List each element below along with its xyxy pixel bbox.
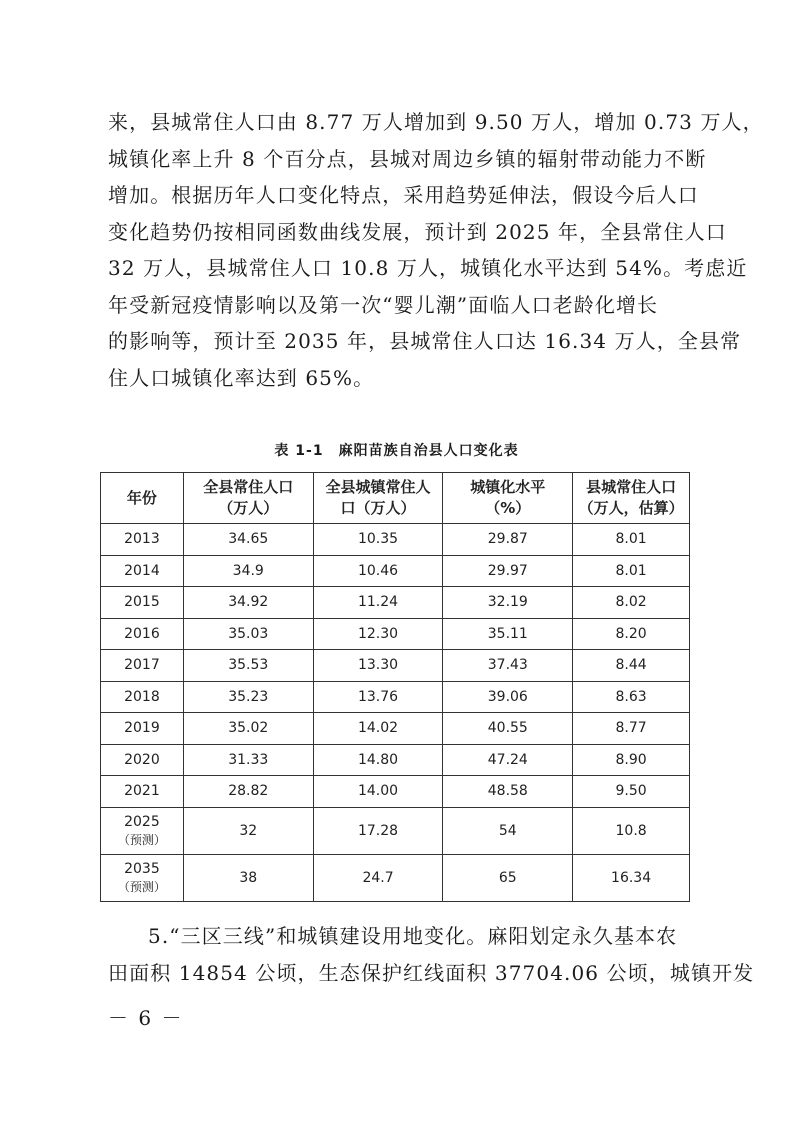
cell-urban-rate: 32.19 [443, 587, 573, 619]
paragraph-line: 城镇化率上升 8 个百分点，县城对周边乡镇的辐射带动能力不断 [108, 146, 707, 171]
paragraph-line: 变化趋势仍按相同函数曲线发展，预计到 2025 年，全县常住人口 [108, 219, 727, 244]
cell-town-pop: 8.63 [573, 681, 690, 713]
cell-county-pop: 34.92 [183, 587, 313, 619]
cell-urban-pop: 11.24 [313, 587, 443, 619]
cell-urban-rate: 35.11 [443, 618, 573, 650]
table-row [101, 587, 690, 619]
cell-county-pop: 28.82 [183, 776, 313, 808]
cell-town-pop: 10.8 [573, 807, 690, 854]
cell-urban-rate: 40.55 [443, 713, 573, 745]
paragraph-line: 田面积 14854 公顷，生态保护红线面积 37704.06 公顷，城镇开发 [108, 960, 755, 985]
cell-urban-pop: 17.28 [313, 807, 443, 854]
table-row [101, 524, 690, 556]
paragraph-line: 住人口城镇化率达到 65%。 [108, 365, 375, 390]
table-row [101, 555, 690, 587]
header-year: 年份 [101, 473, 184, 524]
cell-town-pop: 8.20 [573, 618, 690, 650]
population-table [100, 472, 690, 902]
cell-county-pop: 35.23 [183, 681, 313, 713]
table-row [101, 650, 690, 682]
cell-county-pop: 35.02 [183, 713, 313, 745]
cell-year: 2013 [101, 524, 184, 556]
cell-town-pop: 8.90 [573, 744, 690, 776]
cell-urban-rate: 39.06 [443, 681, 573, 713]
cell-town-pop: 8.44 [573, 650, 690, 682]
paragraph-line: 5.“三区三线”和城镇建设用地变化。麻阳划定永久基本农 [148, 924, 678, 948]
cell-town-pop: 9.50 [573, 776, 690, 808]
body-paragraph-2 [108, 918, 755, 991]
table-row [101, 854, 690, 901]
cell-year: 2025 （预测） [101, 807, 184, 854]
table-row [101, 681, 690, 713]
cell-year: 2014 [101, 555, 184, 587]
cell-year: 2019 [101, 713, 184, 745]
cell-town-pop: 16.34 [573, 854, 690, 901]
cell-year: 2020 [101, 744, 184, 776]
cell-urban-rate: 29.97 [443, 555, 573, 587]
table-caption: 表 1-1 麻阳苗族自治县人口变化表 [274, 443, 519, 459]
cell-urban-pop: 10.46 [313, 555, 443, 587]
header-urban-pop: 全县城镇常住人 口（万人） [313, 473, 443, 524]
cell-urban-rate: 47.24 [443, 744, 573, 776]
cell-urban-pop: 12.30 [313, 618, 443, 650]
cell-year: 2018 [101, 681, 184, 713]
cell-year: 2017 [101, 650, 184, 682]
page-number: － 6 － [108, 1006, 184, 1030]
body-paragraph-1 [108, 104, 764, 396]
cell-urban-pop: 10.35 [313, 524, 443, 556]
table-row [101, 776, 690, 808]
cell-county-pop: 32 [183, 807, 313, 854]
header-county-pop: 全县常住人口 （万人） [183, 473, 313, 524]
header-town-pop: 县城常住人口 （万人，估算） [573, 473, 690, 524]
table-row [101, 744, 690, 776]
cell-urban-rate: 37.43 [443, 650, 573, 682]
cell-year: 2016 [101, 618, 184, 650]
table-row [101, 807, 690, 854]
cell-urban-rate: 48.58 [443, 776, 573, 808]
cell-county-pop: 34.9 [183, 555, 313, 587]
cell-county-pop: 38 [183, 854, 313, 901]
cell-town-pop: 8.77 [573, 713, 690, 745]
cell-county-pop: 34.65 [183, 524, 313, 556]
table-row [101, 713, 690, 745]
paragraph-line: 32 万人，县城常住人口 10.8 万人，城镇化水平达到 54%。考虑近 [108, 256, 748, 280]
paragraph-line: 增加。根据历年人口变化特点，采用趋势延伸法，假设今后人口 [108, 183, 699, 207]
cell-town-pop: 8.02 [573, 587, 690, 619]
cell-year: 2015 [101, 587, 184, 619]
paragraph-line: 年受新冠疫情影响以及第一次“婴儿潮”面临人口老龄化增长 [108, 292, 659, 317]
paragraph-line: 来，县城常住人口由 8.77 万人增加到 9.50 万人，增加 0.73 万人， [108, 110, 764, 134]
cell-urban-rate: 65 [443, 854, 573, 901]
cell-county-pop: 31.33 [183, 744, 313, 776]
cell-town-pop: 8.01 [573, 524, 690, 556]
cell-year: 2021 [101, 776, 184, 808]
cell-county-pop: 35.53 [183, 650, 313, 682]
cell-urban-pop: 24.7 [313, 854, 443, 901]
cell-urban-pop: 14.02 [313, 713, 443, 745]
cell-urban-rate: 54 [443, 807, 573, 854]
cell-urban-pop: 14.80 [313, 744, 443, 776]
paragraph-line: 的影响等，预计至 2035 年，县城常住人口达 16.34 万人，全县常 [108, 329, 742, 353]
cell-urban-pop: 14.00 [313, 776, 443, 808]
cell-urban-rate: 29.87 [443, 524, 573, 556]
cell-town-pop: 8.01 [573, 555, 690, 587]
cell-year: 2035 （预测） [101, 854, 184, 901]
table-row [101, 618, 690, 650]
header-urban-rate: 城镇化水平 （%） [443, 473, 573, 524]
cell-urban-pop: 13.30 [313, 650, 443, 682]
table-header-row [101, 473, 690, 524]
cell-county-pop: 35.03 [183, 618, 313, 650]
cell-urban-pop: 13.76 [313, 681, 443, 713]
